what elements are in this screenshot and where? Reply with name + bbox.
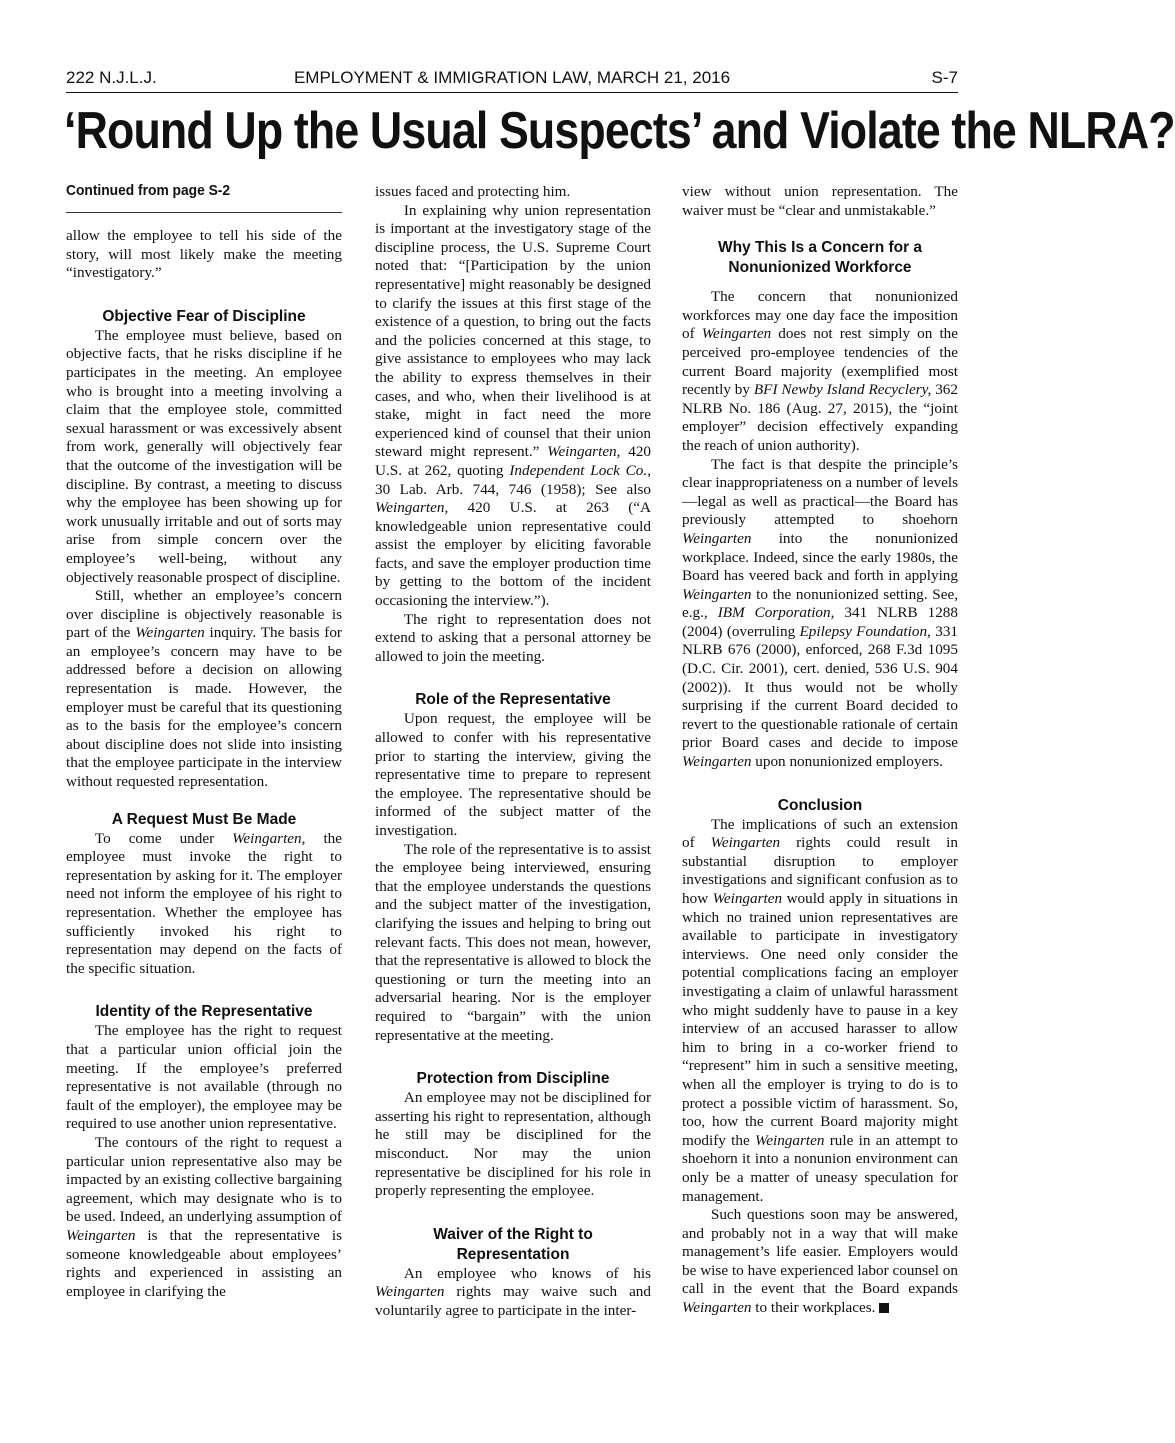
paragraph: The fact is that despite the principle’s clear inappropriateness on a number of levels—legal as well as practical—the Board has previously attempted to shoehorn Weingarten into the nonunionized workplace. Indeed, since the early 1980s, the Board has veered back and forth in applying Weingarten to the nonunionized setting. See, e.g., IBM Corporation, 341 NLRB 1288 (2004) (overruling Epilepsy Foundation, 331 NLRB 676 (2000), enforced, 268 F.3d 1095 (D.C. Cir. 2001), cert. denied, 536 U.S. 904 (2002)). It thus would not be wholly surprising if the current Board decided to revert to the questionable rationale of certain prior Board cases and decide to impose Weingarten upon nonunionized employers. <box>682 455 958 771</box>
subheading-objective-fear: Objective Fear of Discipline <box>102 307 306 325</box>
paragraph: An employee may not be disciplined for asserting his right to representation, although he still may be disciplined for the misconduct. Nor may the union representative be disciplined for his role in properly representing the employee. <box>375 1089 651 1200</box>
subheading-role-representative: Role of the Representative <box>415 691 611 709</box>
section-date-line: EMPLOYMENT & IMMIGRATION LAW, MARCH 21, 2016 <box>293 68 731 87</box>
subheading-protection-discipline: Protection from Discipline <box>416 1070 610 1088</box>
subheading-waiver-right: Waiver of the Right to Representation <box>433 1225 593 1263</box>
paragraph: To come under Weingarten, the employee must invoke the right to representation by asking for it. The employer need not inform the employee of his right to representation. Whether the employee has sufficiently invoked his right to representation may depend on the facts of the specific situation. <box>66 829 342 977</box>
paragraph: The concern that nonunionized workforces may one day face the imposition of Weingarten does not rest simply on the perceived pro-employee tendencies of the current Board majority (exemplified most recently by BFI Newby Island Recyclery, 362 NLRB No. 186 (Aug. 27, 2015), the “joint employer” decision effectively expanding the reach of union authority). <box>682 288 958 454</box>
paragraph: The employee must believe, based on objective facts, that he risks discipline if he participates in the meeting. An employee who is brought into a meeting involving a claim that the employee stole, committed sexual harassment or was excessively absent from work, generally will objectively fear that the outcome of the investigation will be discipline. By contrast, a meeting to discuss why the employee has been showing up for work unusually irritable and out of sorts may arise from simple concern over the employee’s well-being, without any objectively reasonable prospect of discipline. <box>66 326 342 586</box>
paragraph: The role of the representative is to assist the employee being interviewed, ensuring that the employee understands the questions and the subject matter of the investigation, clarifying the issues and helping to bring out relevant facts. This does not mean, however, that the representative is allowed to block the questioning or turn the meeting into an adversarial hearing. Nor is the employer required to “bargain” with the union representative at the meeting. <box>375 840 651 1044</box>
subheading-nonunionized-concern: Why This Is a Concern for a Nonunionized Workforce <box>717 239 923 277</box>
paragraph: An employee who knows of his Weingarten rights may waive such and voluntarily agree to participate in the inter- <box>375 1264 651 1319</box>
header-rule <box>66 92 958 93</box>
subheading-identity-representative: Identity of the Representative <box>95 1003 313 1021</box>
paragraph: The implications of such an extension of Weingarten rights could result in substantial disruption to employer investigations and significant confusion as to how Weingarten would apply in situations in which no trained union representatives are available to participate in investigatory interviews. One need only consider the potential complications facing an employer investigating a claim of unlawful harassment who might suddenly have to pause in a key interview of an accused harasser to allow him to bring in a co-worker friend to “represent” him in such a sensitive meeting, when all the employer is trying to do is to protect a possible victim of harassment. So, too, how the current Board majority might modify the Weingarten rule in an attempt to shoehorn it into a nonunion environment can only be a matter of uneasy speculation for management. <box>682 815 958 1205</box>
paragraph: In explaining why union representation is important at the investigatory stage of the discipline process, the U.S. Supreme Court noted that: “[Participation by the union representative] might reasonably be designed to clarify the issues at this first stage of the existence of a question, to bring out the facts and the policies concerned at this stage, to give assistance to employees who may lack the ability to express themselves in their cases, and who, when their livelihood is at stake, might in fact need the more experienced kind of counsel that their union steward might represent.” Weingarten, 420 U.S. at 262, quoting Independent Lock Co., 30 Lab. Arb. 744, 746 (1958); See also Weingarten, 420 U.S. at 263 (“A knowledgeable union representative could assist the employer by eliciting favorable facts, and save the employer production time by getting to the bottom of the incident occasioning the interview.”). <box>375 201 652 610</box>
journal-citation: 222 N.J.L.J. <box>66 68 157 87</box>
paragraph: The contours of the right to request a particular union representative also may be impacted by an existing collective bargaining agreement, which may designate who is to be used. Indeed, an underlying assumption of Weingarten is that the representative is someone knowledgeable about employees’ rights and experienced in assisting an employee in clarifying the <box>66 1133 342 1300</box>
page-number: S-7 <box>931 68 958 87</box>
subheading-request-made: A Request Must Be Made <box>111 810 297 828</box>
article-headline: ‘Round Up the Usual Suspects’ and Violate the NLRA? <box>64 102 1175 160</box>
subheading-conclusion: Conclusion <box>777 796 863 814</box>
paragraph: allow the employee to tell his side of the story, will most likely make the meeting “investigatory.” <box>66 227 342 282</box>
paragraph: view without union representation. The waiver must be “clear and unmistakable.” <box>682 183 958 219</box>
column-2 <box>375 183 651 1320</box>
paragraph: The right to representation does not extend to asking that a personal attorney be allowed to join the meeting. <box>375 610 651 665</box>
paragraph: Upon request, the employee will be allowed to confer with his representative prior to starting the interview, giving the representative time to prepare to represent the employee. The representative should be informed of the subject matter of the investigation. <box>375 710 651 839</box>
paragraph: Such questions soon may be answered, and probably not in a way that will make management’s life easier. Employers would be wise to have experienced labor counsel on call in the event that the Board expands Weingarten to their workplaces. <box>682 1206 958 1317</box>
paragraph: issues faced and protecting him. <box>375 183 571 200</box>
column-1 <box>66 180 342 1301</box>
continued-rule <box>66 212 342 213</box>
column-3 <box>682 183 958 1318</box>
paragraph: Still, whether an employee’s concern over discipline is objectively reasonable is part of the Weingarten inquiry. The basis for an employee’s concern may have to be addressed before a decision on allowing representation is made. However, the employer must be careful that its questioning as to the basis for the employee’s concern about discipline does not slide into insisting that the employee participate in the interview without requested representation. <box>66 587 342 791</box>
running-header <box>66 66 958 92</box>
continued-from-label: Continued from page S-2 <box>66 182 231 199</box>
end-of-article-square-icon <box>879 1303 889 1313</box>
paragraph: The employee has the right to request that a particular union official join the meeting. If the employee’s preferred representative is not available (through no fault of the employer), the employee may be required to use another union representative. <box>66 1022 342 1133</box>
